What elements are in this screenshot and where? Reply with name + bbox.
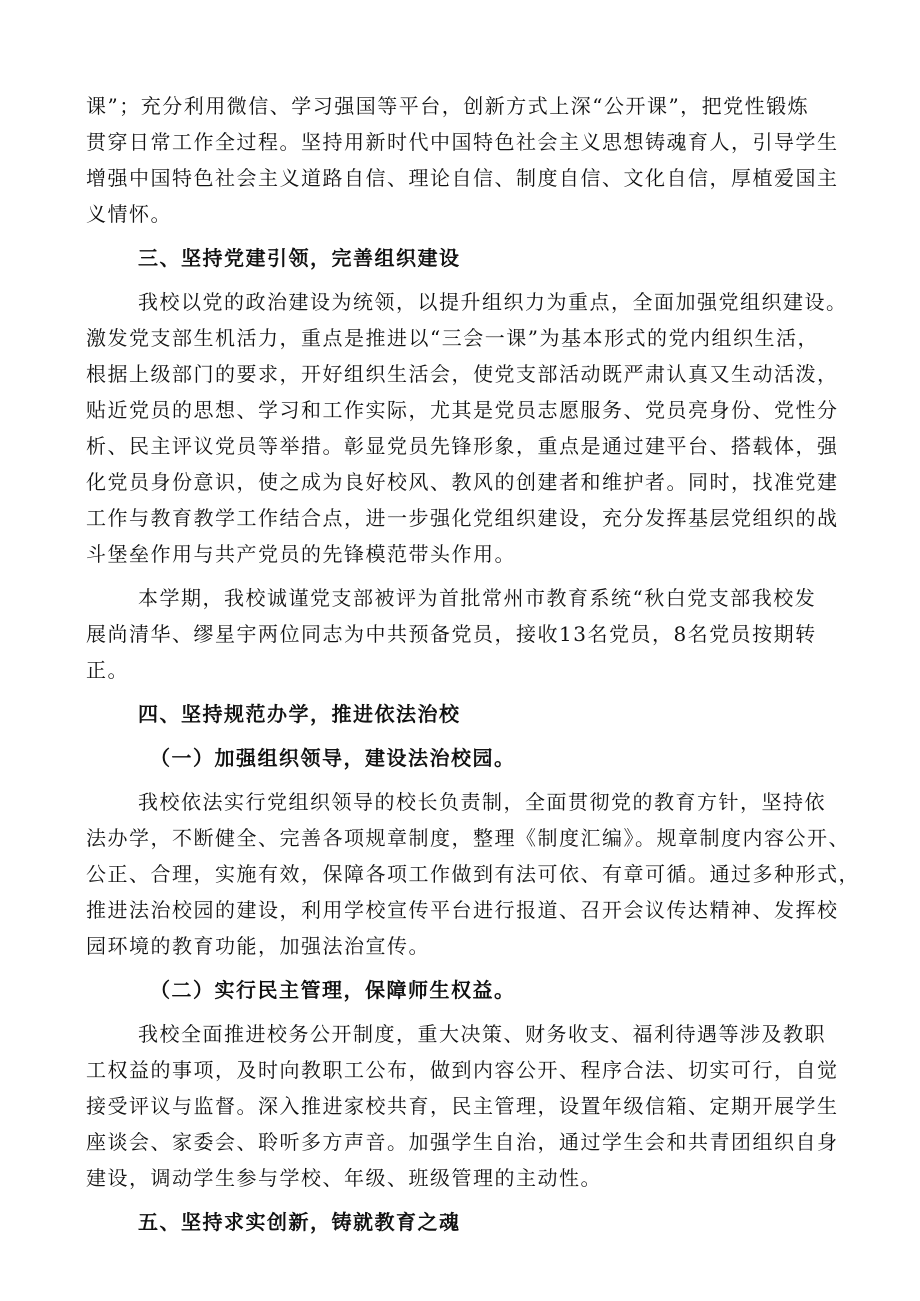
section4-sub2-paragraph (86, 1016, 856, 1196)
spacer (86, 1196, 856, 1204)
spacer (86, 232, 856, 240)
text-line: 我校全面推进校务公开制度，重大决策、财务收支、福利待遇等涉及教职 (138, 1022, 826, 1046)
spacer (86, 276, 856, 284)
text-line: 增强中国特色社会主义道路自信、理论自信、制度自信、文化自信，厚植爱国主 (86, 166, 839, 190)
text-line: 斗堡垒作用与共产党员的先锋模范带头作用。 (86, 542, 516, 566)
text-line: 课”；充分利用微信、学习强国等平台，创新方式上深“公开课”，把党性锻炼 (86, 94, 810, 118)
text-line: 贯穿日常工作全过程。坚持用新时代中国特色社会主义思想铸魂育人，引导学生 (86, 130, 839, 154)
text-line: 展尚清华、缪星宇两位同志为中共预备党员，接收13名党员，8名党员按期转 (86, 622, 817, 646)
text-line: 正。 (86, 658, 129, 682)
text-line: 贴近党员的思想、学习和工作实际，尤其是党员志愿服务、党员亮身份、党性分 (86, 398, 839, 422)
spacer (86, 964, 856, 972)
subsection-heading-4-2: （二）实行民主管理，保障师生权益。 (150, 978, 516, 1002)
text-line: 化党员身份意识，使之成为良好校风、教风的创建者和维护者。同时，找准党建 (86, 470, 839, 494)
spacer (86, 688, 856, 696)
text-line: 我校以党的政治建设为统领，以提升组织力为重点，全面加强党组织建设。 (138, 290, 848, 314)
spacer (86, 776, 856, 784)
text-line: 义情怀。 (86, 202, 172, 226)
text-line: 接受评议与监督。深入推进家校共育，民主管理，设置年级信箱、定期开展学生 (86, 1094, 839, 1118)
spacer (86, 572, 856, 580)
intro-paragraph (86, 88, 856, 232)
section-heading-4: 四、坚持规范办学，推进依法治校 (138, 702, 461, 726)
spacer (86, 1008, 856, 1016)
section-heading-3: 三、坚持党建引领，完善组织建设 (138, 246, 461, 270)
text-line: 建设，调动学生参与学校、年级、班级管理的主动性。 (86, 1166, 602, 1190)
subsection-heading-4-1: （一）加强组织领导，建设法治校园。 (150, 746, 516, 770)
text-line: 推进法治校园的建设，利用学校宣传平台进行报道、召开会议传达精神、发挥校 (86, 898, 839, 922)
text-line: 析、民主评议党员等举措。彰显党员先锋形象，重点是通过建平台、搭载体，强 (86, 434, 839, 458)
section4-sub1-paragraph (86, 784, 860, 964)
text-line: 根据上级部门的要求，开好组织生活会，使党支部活动既严肃认真又生动活泼， (86, 362, 839, 386)
text-line: 工作与教育教学工作结合点，进一步强化党组织建设，充分发挥基层党组织的战 (86, 506, 839, 530)
text-line: 园环境的教育功能，加强法治宣传。 (86, 934, 430, 958)
text-line: 公正、合理，实施有效，保障各项工作做到有法可依、有章可循。通过多种形式， (86, 862, 860, 886)
text-line: 本学期，我校诚谨党支部被评为首批常州市教育系统“秋白党支部我校发 (138, 586, 817, 610)
text-line: 座谈会、家委会、聆听多方声音。加强学生自治，通过学生会和共青团组织自身 (86, 1130, 839, 1154)
text-line: 法办学，不断健全、完善各项规章制度，整理《制度汇编》。规章制度内容公开、 (86, 826, 850, 850)
spacer (86, 732, 856, 740)
text-line: 工权益的事项，及时向教职工公布，做到内容公开、程序合法、切实可行，自觉 (86, 1058, 839, 1082)
section3-paragraph-1 (86, 284, 856, 572)
section-heading-5: 五、坚持求实创新，铸就教育之魂 (138, 1210, 461, 1234)
text-line: 我校依法实行党组织领导的校长负责制，全面贯彻党的教育方针，坚持依 (138, 790, 826, 814)
text-line: 激发党支部生机活力，重点是推进以“三会一课”为基本形式的党内组织生活， (86, 326, 819, 350)
section3-paragraph-2 (86, 580, 856, 688)
document-page (86, 88, 860, 1240)
